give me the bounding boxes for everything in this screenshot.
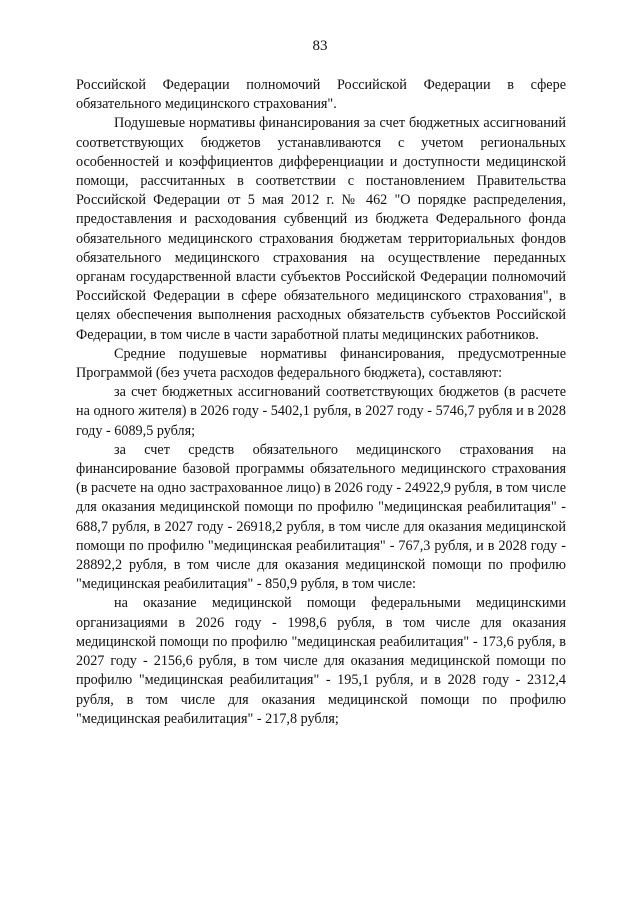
paragraph-average-standards-intro: Средние подушевые нормативы финансирования, предусмотренные Программой (без учета расходов федерального бюджета), составляют:: [76, 345, 566, 382]
paragraph-oms-funding: за счет средств обязательного медицинского страхования на финансирование базовой программы обязательного медицинского страхования (в расчете на одно застрахованное лицо) в 2026 году - 24922,9 рубля, в том числе для оказания медицинской помощи по профилю "медицинская реабилитация" - 688,7 рубля, в 2027 году - 26918,2 рубля, в том числе для оказания медицинской помощи по профилю "медицинская реабилитация" - 767,3 рубля, и в 2028 году - 28892,2 рубля, в том числе для оказания медицинской помощи по профилю "медицинская реабилитация" - 850,9 рубля, в том числе:: [76, 441, 566, 593]
page-number: 83: [312, 38, 328, 54]
paragraph-continuation: Российской Федерации полномочий Российской Федерации в сфере обязательного медицинского страхования".: [76, 77, 566, 113]
paragraph-budget-allocations: за счет бюджетных ассигнований соответствующих бюджетов (в расчете на одного жителя) в 2026 году - 5402,1 рубля, в 2027 году - 5746,7 рубля и в 2028 году - 6089,5 рубля;: [76, 384, 566, 439]
paragraph-per-capita-standards: Подушевые нормативы финансирования за счет бюджетных ассигнований соответствующих бюджетов устанавливаются с учетом региональных особенностей и коэффициентов дифференциации и доступности медицинской помощи, рассчитанных в соответствии с постановлением Правительства Российской Федерации от 5 мая 2012 г. № 462 "О порядке распределения, предоставления и расходования субвенций из бюджета Федерального фонда обязательного медицинского страхования бюджетам территориальных фондов обязательного медицинского страхования на осуществление переданных органам государственной власти субъектов Российской Федерации полномочий Российской Федерации в сфере обязательного медицинского страхования", в целях обеспечения выполнения расходных обязательств субъектов Российской Федерации, в том числе в части заработной платы медицинских работников.: [76, 115, 566, 343]
document-body: [76, 76, 566, 729]
paragraph-federal-organizations: на оказание медицинской помощи федеральными медицинскими организациями в 2026 году - 1998,6 рубля, в том числе для оказания медицинской помощи по профилю "медицинская реабилитация" - 173,6 рубля, в 2027 году - 2156,6 рубля, в том числе для оказания медицинской помощи по профилю "медицинская реабилитация" - 195,1 рубля, и в 2028 году - 2312,4 рубля, в том числе для оказания медицинской помощи по профилю "медицинская реабилитация" - 217,8 рубля;: [76, 595, 566, 727]
